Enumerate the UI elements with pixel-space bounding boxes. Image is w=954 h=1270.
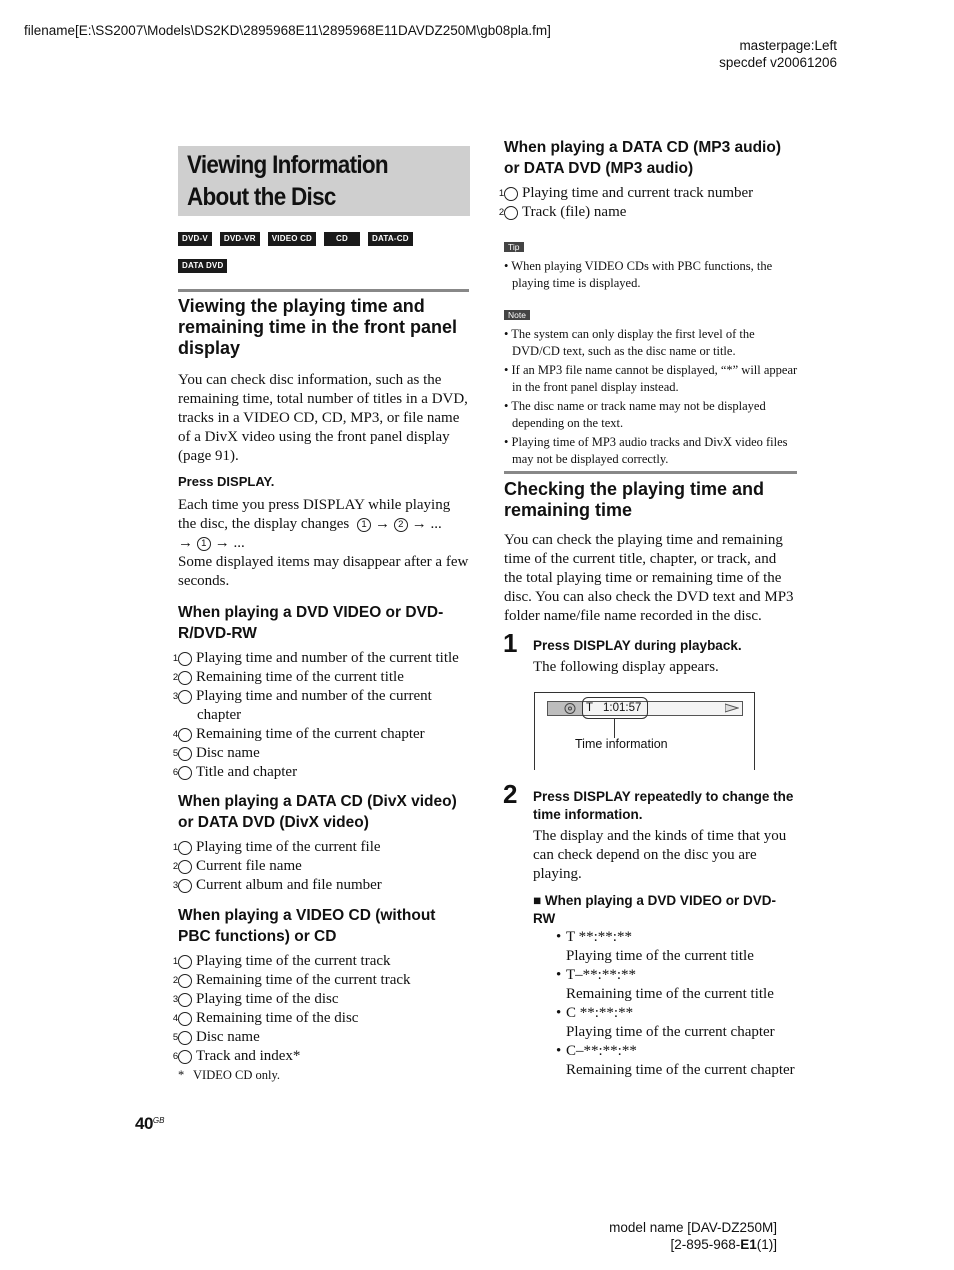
disc-icon bbox=[563, 702, 577, 714]
footnote-mark: * bbox=[178, 1068, 185, 1082]
badge-dvd-vr: DVD-VR bbox=[220, 232, 260, 246]
section2-intro: You can check the playing time and remaining time of the current title, chapter, or track, and the total playing time or remaining time of the disc. You can also check the DVD text and MP3 folder name/file name recorded in the disc. bbox=[504, 532, 794, 624]
list-item: 1 Playing time of the current file bbox=[172, 839, 381, 855]
item-number: 4 bbox=[178, 728, 192, 742]
seq-item-2: 2 bbox=[394, 518, 408, 532]
vcd-heading: When playing a VIDEO CD (without PBC functions) or CD bbox=[178, 907, 436, 945]
note-list bbox=[504, 326, 798, 468]
badge-dvd-v: DVD-V bbox=[178, 232, 212, 246]
note-item: • The disc name or track name may not be displayed depending on the text. bbox=[504, 399, 766, 430]
display-caption: Time information bbox=[575, 737, 668, 751]
section-divider bbox=[504, 471, 797, 474]
step2-title: Press DISPLAY repeatedly to change the time information. bbox=[533, 789, 794, 822]
time-prefix: T bbox=[586, 702, 594, 714]
item-number: 1 bbox=[178, 841, 192, 855]
time-code: C–**:**:** bbox=[566, 1043, 637, 1059]
footnote-text: VIDEO CD only. bbox=[193, 1068, 281, 1082]
item-number: 3 bbox=[178, 690, 192, 704]
list-item: • C **:**:** Playing time of the current chapter bbox=[556, 1004, 806, 1042]
item-number: 1 bbox=[178, 955, 192, 969]
list-item: 6 Track and index* bbox=[172, 1048, 301, 1064]
item-number: 2 bbox=[178, 974, 192, 988]
item-number: 1 bbox=[178, 652, 192, 666]
badge-cd: CD bbox=[324, 232, 360, 246]
mp3-list bbox=[498, 184, 798, 222]
item-number: 4 bbox=[178, 1012, 192, 1026]
seq-arrow: → bbox=[411, 516, 427, 532]
square-marker: ■ bbox=[533, 893, 542, 908]
time-code: C **:**:** bbox=[566, 1005, 634, 1021]
left-column bbox=[172, 296, 470, 1084]
item-number: 3 bbox=[178, 879, 192, 893]
time-value: 1:01:57 bbox=[603, 702, 642, 714]
seq-item-1: 1 bbox=[357, 518, 371, 532]
section1-intro: You can check disc information, such as the remaining time, total number of titles in a DVD, tracks in a VIDEO CD, CD, MP3, or file name of a DivX video using the front panel display (page 91). bbox=[178, 372, 468, 464]
list-item: 1 Playing time and number of the current title bbox=[172, 650, 459, 666]
seq-ellipsis: ... bbox=[430, 516, 442, 532]
vcd-footnote bbox=[178, 1067, 470, 1084]
list-item: 1 Playing time and current track number bbox=[498, 185, 754, 201]
page-suffix: GB bbox=[152, 1116, 165, 1125]
page-number: $40^{GB}$ bbox=[135, 1114, 165, 1133]
step1-number: 1 bbox=[503, 628, 518, 658]
list-item: • T–**:**:** Remaining time of the current title bbox=[556, 966, 806, 1004]
tip-item: • When playing VIDEO CDs with PBC functions, the playing time is displayed. bbox=[504, 259, 773, 290]
step1-title: Press DISPLAY during playback. bbox=[533, 638, 742, 653]
section2-heading: Checking the playing time and remaining time bbox=[504, 479, 765, 520]
play-icon bbox=[725, 703, 739, 713]
seq-arrow: → bbox=[178, 535, 193, 551]
item-number: 5 bbox=[178, 1031, 192, 1045]
right-column-top bbox=[498, 137, 798, 468]
time-code: T–**:**:** bbox=[566, 967, 636, 983]
part-code: [2-895-968-E1(1)] bbox=[670, 1237, 777, 1252]
divx-heading: When playing a DATA CD (DivX video) or DATA DVD (DivX video) bbox=[178, 793, 457, 831]
page-title-box bbox=[178, 146, 470, 216]
sequence-desc: Each time you press DISPLAY while playing the disc, the display changes bbox=[178, 497, 451, 532]
time-code-desc: Playing time of the current chapter bbox=[566, 1024, 775, 1040]
item-number: 2 bbox=[178, 671, 192, 685]
step1-desc: The following display appears. bbox=[533, 659, 719, 675]
step2-desc: The display and the kinds of time that you can check depend on the disc you are playing. bbox=[533, 828, 787, 882]
caption-leader bbox=[614, 718, 615, 738]
item-number: 3 bbox=[178, 993, 192, 1007]
note-item: • If an MP3 file name cannot be displayed, “*” will appear in the front panel display instead. bbox=[504, 363, 798, 394]
list-item: 2 Remaining time of the current title bbox=[172, 669, 404, 685]
list-item: 1 Playing time of the current track bbox=[172, 953, 391, 969]
seq-arrow: → bbox=[214, 535, 230, 551]
time-code-list bbox=[556, 928, 806, 1080]
page-title: Viewing Information About the Disc bbox=[187, 151, 388, 211]
tip-label: Tip bbox=[504, 242, 524, 252]
item-number: 2 bbox=[178, 860, 192, 874]
footer bbox=[609, 1219, 777, 1253]
badge-data-cd: DATA-CD bbox=[368, 232, 413, 246]
time-code-desc: Remaining time of the current title bbox=[566, 986, 774, 1002]
list-item: 4 Remaining time of the disc bbox=[172, 1010, 359, 1026]
note-label: Note bbox=[504, 310, 530, 320]
item-number: 6 bbox=[178, 1050, 192, 1064]
list-item: 3 Current album and file number bbox=[172, 877, 382, 893]
dvd-sub-heading: ■ When playing a DVD VIDEO or DVD-RW bbox=[533, 893, 776, 926]
masterpage-label: masterpage:Left bbox=[739, 38, 837, 53]
step2-number: 2 bbox=[503, 779, 518, 809]
section1-heading: Viewing the playing time and remaining time in the front panel display bbox=[178, 296, 458, 358]
item-number: 1 bbox=[504, 187, 518, 201]
time-code-desc: Remaining time of the current chapter bbox=[566, 1062, 795, 1078]
time-highlight bbox=[582, 697, 648, 719]
list-item: 2 Track (file) name bbox=[498, 204, 627, 220]
list-item: 2 Current file name bbox=[172, 858, 302, 874]
press-display-step: Press DISPLAY. bbox=[178, 474, 275, 489]
list-item: 2 Remaining time of the current track bbox=[172, 972, 411, 988]
right-column-section2 bbox=[504, 479, 798, 626]
time-code-desc: Playing time of the current title bbox=[566, 948, 754, 964]
seq-arrow: → bbox=[374, 516, 390, 532]
vcd-list bbox=[172, 952, 470, 1066]
note-item: • The system can only display the first level of the DVD/CD text, such as the disc name or title. bbox=[504, 327, 755, 358]
display-sequence-text bbox=[178, 496, 470, 553]
section-divider bbox=[178, 289, 469, 292]
badge-data-dvd: DATA DVD bbox=[178, 259, 227, 273]
list-item: 3 Playing time and number of the current chapter bbox=[172, 688, 432, 723]
dvd-video-heading: When playing a DVD VIDEO or DVD-R/DVD-RW bbox=[178, 604, 444, 642]
note-item: • Playing time of MP3 audio tracks and DivX video files may not be displayed correctly. bbox=[504, 435, 788, 466]
seq-ellipsis: ... bbox=[233, 535, 245, 551]
sequence-note: Some displayed items may disappear after a few seconds. bbox=[178, 554, 469, 589]
list-item: 5 Disc name bbox=[172, 745, 260, 761]
seq-item-1: 1 bbox=[197, 537, 211, 551]
specdef-label: specdef v20061206 bbox=[719, 55, 837, 70]
filename-header: filename[E:\SS2007\Models\DS2KD\2895968E11\2895968E11DAVDZ250M\gb08pla.fm] bbox=[24, 23, 551, 38]
list-item: • C–**:**:** Remaining time of the current chapter bbox=[556, 1042, 806, 1080]
list-item: 6 Title and chapter bbox=[172, 764, 298, 780]
time-code: T **:**:** bbox=[566, 929, 632, 945]
masterpage-header bbox=[719, 37, 837, 71]
tip-list bbox=[504, 258, 798, 292]
display-illustration bbox=[534, 692, 755, 770]
list-item: 3 Playing time of the disc bbox=[172, 991, 339, 1007]
model-name: model name [DAV-DZ250M] bbox=[609, 1220, 777, 1235]
disc-icon-area bbox=[548, 702, 583, 715]
divx-list bbox=[172, 838, 470, 895]
item-number: 6 bbox=[178, 766, 192, 780]
list-item: 4 Remaining time of the current chapter bbox=[172, 726, 425, 742]
disc-type-badges bbox=[178, 232, 470, 273]
item-number: 2 bbox=[504, 206, 518, 220]
list-item: • T **:**:** Playing time of the current title bbox=[556, 928, 806, 966]
badge-video-cd: VIDEO CD bbox=[268, 232, 316, 246]
list-item: 5 Disc name bbox=[172, 1029, 260, 1045]
dvd-video-list bbox=[172, 649, 470, 782]
item-number: 5 bbox=[178, 747, 192, 761]
mp3-heading: When playing a DATA CD (MP3 audio) or DATA DVD (MP3 audio) bbox=[504, 139, 781, 177]
